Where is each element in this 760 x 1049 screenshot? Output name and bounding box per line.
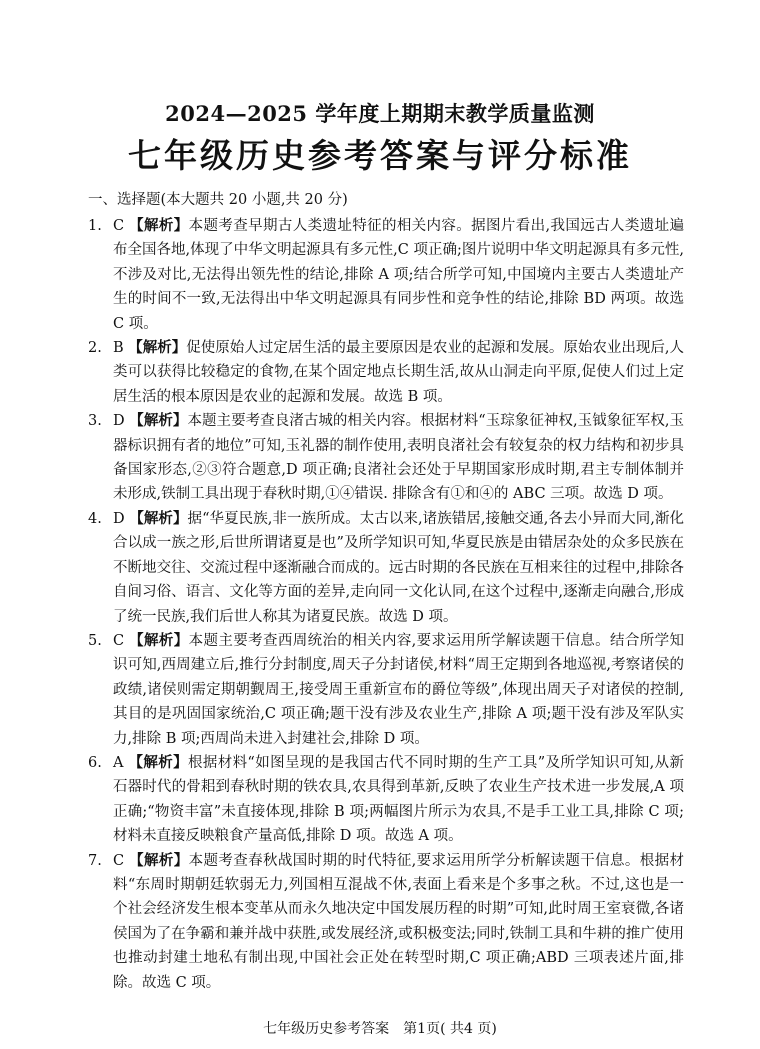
analysis-text: 根据材料“如图呈现的是我国古代不同时期的生产工具”及所学知识可知,从新石器时代的骨耜到春秋时期的铁农具,农具得到革新,反映了农业生产技术进一步发展,A 项正确;“物资丰富”未直接体现,排除 B 项;两幅图片所示为农具,不是手工业工具,排除 C 项;材料未直接反映粮食产量高低,排除 D 项。故选 A 项。 bbox=[113, 754, 684, 845]
analysis-text: 本题考查早期古人类遗址特征的相关内容。据图片看出,我国远古人类遗址遍布全国各地,体现了中华文明起源具有多元性,C 项正确;图片说明中华文明起源具有多元性,不涉及对比,无法得出领先性的结论,排除 A 项;结合所学可知,中国境内主要古人类遗址产生的时间不一致,无法得出中华文明起源具有同步性和竞争性的结论,排除 BD 两项。故选 C 项。 bbox=[113, 218, 685, 332]
answer-item bbox=[88, 336, 684, 409]
item-number: 7. bbox=[88, 852, 102, 869]
item-number: 5. bbox=[88, 632, 102, 649]
item-answer: C bbox=[113, 632, 125, 649]
answer-item bbox=[88, 507, 684, 629]
answer-item bbox=[88, 409, 684, 507]
item-number: 6. bbox=[88, 754, 102, 771]
analysis-text: 据“华夏民族,非一族所成。太古以来,诸族错居,接触交通,各去小异而大同,渐化合以成一族之形,后世所谓诸夏是也”及所学知识可知,华夏民族是由错居杂处的众多民族在不断地交往、交流过程中逐渐融合而成的。远古时期的各民族在互相来往的过程中,排除各自间习俗、语言、文化等方面的差异,走向同一文化认同,在这个过程中,逐渐走向融合,形成了统一民族,我们后世人称其为诸夏民族。故选 D 项。 bbox=[113, 510, 684, 625]
analysis-text: 本题主要考查西周统治的相关内容,要求运用所学解读题干信息。结合所学知识可知,西周建立后,推行分封制度,周天子分封诸侯,材料“周王定期到各地巡视,考察诸侯的政绩,诸侯则需定期朝觐周王,接受周王重新宣布的爵位等级”,体现出周天子对诸侯的控制,其目的是巩固国家统治,C 项正确;题干没有涉及农业生产,排除 A 项;题干没有涉及军队实力,排除 B 项;西周尚未进入封建社会,排除 D 项。 bbox=[113, 632, 685, 747]
answer-item bbox=[88, 751, 684, 849]
analysis-tag: 【解析】 bbox=[129, 412, 188, 430]
item-answer: D bbox=[113, 510, 125, 527]
item-answer: B bbox=[113, 340, 124, 357]
answer-item bbox=[88, 214, 684, 336]
item-answer: A bbox=[113, 754, 124, 771]
analysis-text: 本题考查春秋战国时期的时代特征,要求运用所学分析解读题干信息。根据材料“东周时期朝廷软弱无力,列国相互混战不休,表面上看来是个多事之秋。不过,这也是一个社会经济发生根本变革从而永久地决定中国发展历程的时期”可知,此时周王室衰微,各诸侯国为了在争霸和兼并战中获胜,或发展经济,或积极变法;同时,铁制工具和牛耕的推广使用也推动封建土地私有制出现,中国社会正处在转型时期,C 项正确;ABD 三项表述片面,排除。故选 C 项。 bbox=[113, 852, 685, 991]
section-heading: 一、选择题(本大题共 20 小题,共 20 分) bbox=[88, 192, 348, 208]
page-footer: 七年级历史参考答案 第1页( 共4 页) bbox=[263, 1021, 497, 1037]
analysis-tag: 【解析】 bbox=[129, 631, 189, 649]
answer-list bbox=[88, 214, 684, 995]
analysis-tag: 【解析】 bbox=[129, 217, 189, 234]
item-number: 4. bbox=[88, 510, 102, 527]
answer-item bbox=[88, 629, 684, 751]
item-number: 2. bbox=[88, 340, 102, 357]
analysis-text: 本题主要考查良渚古城的相关内容。根据材料“玉琮象征神权,玉钺象征军权,玉器标识拥有者的地位”可知,玉礼器的制作使用,表明良渚社会有较复杂的权力结构和初步具备国家形态,②③符合题意,D 项正确;良渚社会还处于早期国家形成时期,君主专制体制并未形成,铁制工具出现于春秋时期,①④错误. 排除含有①和④的 ABC 三项。故选 D 项。 bbox=[113, 413, 685, 503]
analysis-text: 促使原始人过定居生活的最主要原因是农业的起源和发展。原始农业出现后,人类可以获得比较稳定的食物,在某个固定地点长期生活,故从山洞走向平原,促使人们过上定居生活的根本原因是农业的起源和发展。故选 B 项。 bbox=[113, 340, 685, 405]
analysis-tag: 【解析】 bbox=[129, 509, 188, 527]
exam-title: 2024—2025 学年度上期期末教学质量监测 bbox=[165, 101, 595, 126]
analysis-tag: 【解析】 bbox=[129, 851, 189, 869]
item-number: 1. bbox=[88, 218, 102, 234]
analysis-tag: 【解析】 bbox=[128, 753, 188, 771]
item-answer: C bbox=[113, 852, 125, 869]
item-answer: D bbox=[113, 413, 125, 430]
document-title: 七年级历史参考答案与评分标准 bbox=[128, 136, 632, 175]
answer-item bbox=[88, 849, 684, 995]
analysis-tag: 【解析】 bbox=[128, 339, 187, 357]
item-number: 3. bbox=[88, 413, 102, 430]
item-answer: C bbox=[113, 218, 125, 234]
